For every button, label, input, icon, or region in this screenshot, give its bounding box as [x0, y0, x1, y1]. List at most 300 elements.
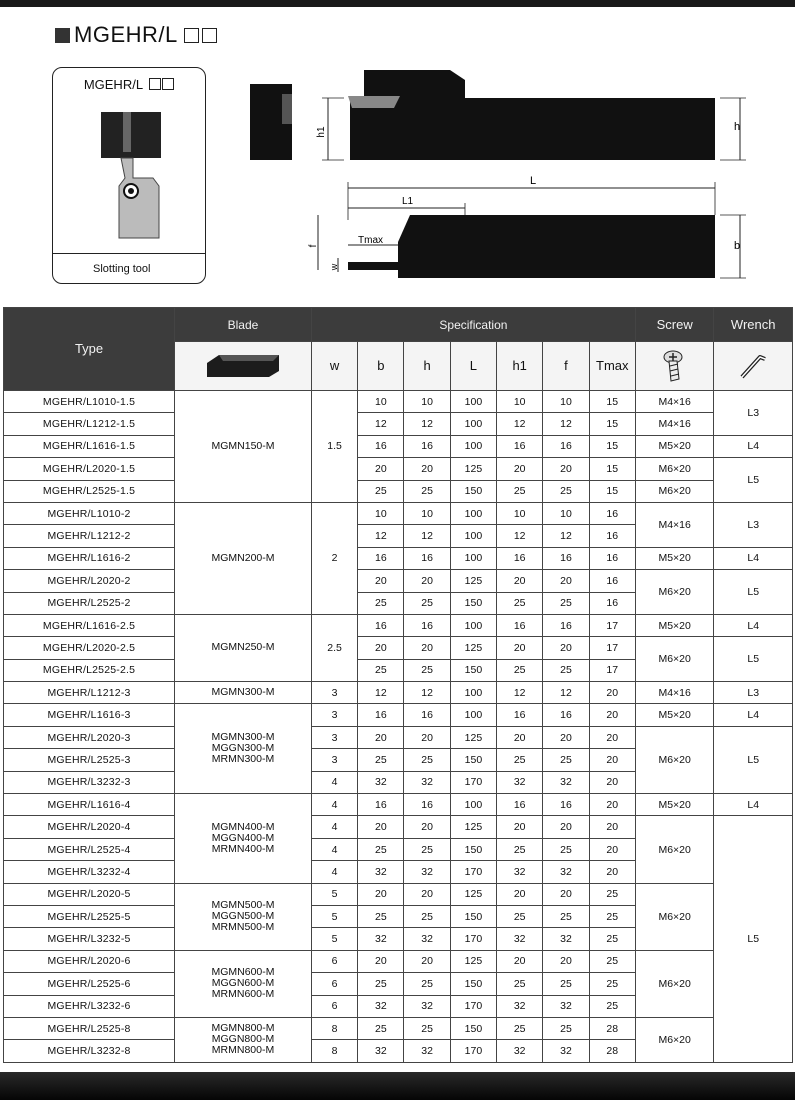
- h-cell: 12: [404, 525, 450, 547]
- L-cell: 100: [450, 502, 496, 524]
- tmax-cell: 17: [589, 659, 635, 681]
- L-cell: 100: [450, 682, 496, 704]
- b-cell: 16: [358, 547, 404, 569]
- tmax-cell: 20: [589, 704, 635, 726]
- dim-L-label: L: [530, 175, 537, 187]
- b-cell: 16: [358, 704, 404, 726]
- L-cell: 150: [450, 659, 496, 681]
- tmax-cell: 28: [589, 1017, 635, 1039]
- screw-cell: M4×16: [635, 391, 713, 413]
- b-cell: 20: [358, 726, 404, 748]
- screw-image-cell: [635, 342, 713, 391]
- b-cell: 32: [358, 995, 404, 1017]
- f-cell: 25: [543, 592, 589, 614]
- w-cell: 6: [311, 950, 357, 972]
- screw-cell: M6×20: [635, 883, 713, 950]
- L-cell: 170: [450, 1040, 496, 1062]
- w-cell: 6: [311, 995, 357, 1017]
- h-cell: 25: [404, 905, 450, 927]
- L-cell: 150: [450, 480, 496, 502]
- L-cell: 150: [450, 1017, 496, 1039]
- tmax-cell: 20: [589, 794, 635, 816]
- table-row: [4, 637, 793, 659]
- b-cell: 12: [358, 525, 404, 547]
- w-cell: 4: [311, 771, 357, 793]
- f-cell: 32: [543, 771, 589, 793]
- type-cell: MGEHR/L2525-4: [4, 838, 175, 860]
- header-specification: Specification: [311, 308, 635, 342]
- header-wrench: Wrench: [714, 308, 793, 342]
- tmax-cell: 25: [589, 973, 635, 995]
- table-row: [4, 1017, 793, 1039]
- blade-cell: MGMN250-M: [175, 614, 312, 681]
- w-cell: 4: [311, 861, 357, 883]
- f-cell: 32: [543, 861, 589, 883]
- wrench-cell: L4: [714, 704, 793, 726]
- h1-cell: 20: [497, 458, 543, 480]
- h1-cell: 10: [497, 502, 543, 524]
- L-cell: 150: [450, 749, 496, 771]
- wrench-cell: L5: [714, 570, 793, 615]
- f-cell: 20: [543, 570, 589, 592]
- h-cell: 25: [404, 659, 450, 681]
- table-row: [4, 458, 793, 480]
- f-cell: 20: [543, 950, 589, 972]
- h-cell: 16: [404, 704, 450, 726]
- h1-cell: 25: [497, 905, 543, 927]
- b-cell: 25: [358, 1017, 404, 1039]
- table-row: [4, 502, 793, 524]
- L-cell: 125: [450, 816, 496, 838]
- h-cell: 20: [404, 950, 450, 972]
- tmax-cell: 15: [589, 458, 635, 480]
- table-row: [4, 413, 793, 435]
- tmax-cell: 25: [589, 950, 635, 972]
- h1-cell: 16: [497, 614, 543, 636]
- tmax-cell: 16: [589, 592, 635, 614]
- tmax-cell: 15: [589, 391, 635, 413]
- b-cell: 20: [358, 816, 404, 838]
- tmax-cell: 15: [589, 413, 635, 435]
- screw-cell: M4×16: [635, 502, 713, 547]
- b-cell: 16: [358, 614, 404, 636]
- b-cell: 25: [358, 905, 404, 927]
- L-cell: 100: [450, 413, 496, 435]
- f-cell: 20: [543, 458, 589, 480]
- h-cell: 20: [404, 458, 450, 480]
- h-cell: 10: [404, 502, 450, 524]
- type-cell: MGEHR/L1212-3: [4, 682, 175, 704]
- h1-cell: 16: [497, 435, 543, 457]
- wrench-cell: L4: [714, 794, 793, 816]
- tmax-cell: 25: [589, 995, 635, 1017]
- L-cell: 100: [450, 794, 496, 816]
- f-cell: 16: [543, 794, 589, 816]
- f-cell: 32: [543, 1040, 589, 1062]
- type-cell: MGEHR/L2020-1.5: [4, 458, 175, 480]
- f-cell: 20: [543, 726, 589, 748]
- h1-cell: 32: [497, 1040, 543, 1062]
- h1-cell: 25: [497, 973, 543, 995]
- L-cell: 100: [450, 391, 496, 413]
- blade-cell: MGMN300-M MGGN300-M MRMN300-M: [175, 704, 312, 794]
- L-cell: 100: [450, 547, 496, 569]
- f-cell: 16: [543, 547, 589, 569]
- h-cell: 16: [404, 794, 450, 816]
- L-cell: 150: [450, 905, 496, 927]
- type-cell: MGEHR/L2525-5: [4, 905, 175, 927]
- header-type: Type: [4, 308, 175, 391]
- table-row: [4, 816, 793, 838]
- f-cell: 20: [543, 637, 589, 659]
- header-h1: h1: [497, 342, 543, 391]
- b-cell: 25: [358, 592, 404, 614]
- blade-cell: MGMN400-M MGGN400-M MRMN400-M: [175, 794, 312, 884]
- tmax-cell: 20: [589, 682, 635, 704]
- h-cell: 32: [404, 861, 450, 883]
- tmax-cell: 28: [589, 1040, 635, 1062]
- type-cell: MGEHR/L3232-4: [4, 861, 175, 883]
- f-cell: 12: [543, 525, 589, 547]
- L-cell: 170: [450, 861, 496, 883]
- h1-cell: 32: [497, 771, 543, 793]
- blade-cell: MGMN500-M MGGN500-M MRMN500-M: [175, 883, 312, 950]
- b-cell: 25: [358, 480, 404, 502]
- h1-cell: 16: [497, 547, 543, 569]
- h-cell: 32: [404, 771, 450, 793]
- tmax-cell: 20: [589, 726, 635, 748]
- h1-cell: 12: [497, 525, 543, 547]
- top-band: [0, 0, 795, 7]
- bottom-band: [0, 1072, 795, 1100]
- w-cell: 4: [311, 794, 357, 816]
- inset-title: [53, 77, 205, 92]
- f-cell: 25: [543, 749, 589, 771]
- type-cell: MGEHR/L2020-2.5: [4, 637, 175, 659]
- b-cell: 12: [358, 682, 404, 704]
- blade-image-cell: [175, 342, 312, 391]
- type-cell: MGEHR/L2525-8: [4, 1017, 175, 1039]
- placeholder-box-icon: [162, 78, 174, 90]
- b-cell: 16: [358, 435, 404, 457]
- wrench-cell: L3: [714, 391, 793, 436]
- f-cell: 25: [543, 659, 589, 681]
- inset-title-text: MGEHR/L: [83, 77, 143, 92]
- dim-h-label: h: [734, 121, 741, 133]
- L-cell: 150: [450, 973, 496, 995]
- screw-cell: M4×16: [635, 413, 713, 435]
- specification-table: [3, 307, 793, 1063]
- tmax-cell: 17: [589, 637, 635, 659]
- L-cell: 100: [450, 435, 496, 457]
- h-cell: 20: [404, 883, 450, 905]
- f-cell: 32: [543, 928, 589, 950]
- wrench-cell: L4: [714, 435, 793, 457]
- h1-cell: 32: [497, 928, 543, 950]
- table-row: [4, 883, 793, 905]
- header-tmax: Tmax: [589, 342, 635, 391]
- w-cell: 3: [311, 704, 357, 726]
- tool-inset-card: [52, 67, 206, 284]
- h1-cell: 20: [497, 570, 543, 592]
- tmax-cell: 16: [589, 547, 635, 569]
- table-row: [4, 704, 793, 726]
- h1-cell: 25: [497, 838, 543, 860]
- square-bullet-icon: [55, 28, 70, 43]
- b-cell: 12: [358, 413, 404, 435]
- h-cell: 16: [404, 614, 450, 636]
- h1-cell: 20: [497, 637, 543, 659]
- b-cell: 32: [358, 928, 404, 950]
- w-cell: 4: [311, 816, 357, 838]
- table-row: [4, 794, 793, 816]
- wrench-cell: L3: [714, 502, 793, 547]
- blade-cell: MGMN800-M MGGN800-M MRMN800-M: [175, 1017, 312, 1062]
- w-cell: 4: [311, 838, 357, 860]
- h-cell: 25: [404, 749, 450, 771]
- f-cell: 32: [543, 995, 589, 1017]
- placeholder-box-icon: [184, 28, 199, 43]
- dim-f-label: f: [308, 244, 319, 248]
- h-cell: 32: [404, 995, 450, 1017]
- blade-cell: MGMN150-M: [175, 391, 312, 503]
- tmax-cell: 16: [589, 525, 635, 547]
- type-cell: MGEHR/L1010-2: [4, 502, 175, 524]
- h-cell: 20: [404, 637, 450, 659]
- screw-cell: M6×20: [635, 726, 713, 793]
- type-cell: MGEHR/L1616-3: [4, 704, 175, 726]
- b-cell: 20: [358, 637, 404, 659]
- table-row: [4, 682, 793, 704]
- b-cell: 25: [358, 659, 404, 681]
- L-cell: 125: [450, 726, 496, 748]
- f-cell: 20: [543, 883, 589, 905]
- tmax-cell: 25: [589, 928, 635, 950]
- screw-cell: M5×20: [635, 614, 713, 636]
- screw-cell: M6×20: [635, 480, 713, 502]
- tmax-cell: 20: [589, 838, 635, 860]
- tmax-cell: 20: [589, 749, 635, 771]
- type-cell: MGEHR/L1616-1.5: [4, 435, 175, 457]
- L-cell: 100: [450, 525, 496, 547]
- blade-insert-icon: [203, 351, 283, 381]
- h1-cell: 20: [497, 726, 543, 748]
- type-cell: MGEHR/L2525-2: [4, 592, 175, 614]
- f-cell: 25: [543, 1017, 589, 1039]
- type-cell: MGEHR/L2020-4: [4, 816, 175, 838]
- type-cell: MGEHR/L2525-6: [4, 973, 175, 995]
- type-cell: MGEHR/L3232-5: [4, 928, 175, 950]
- header-w: w: [311, 342, 357, 391]
- h-cell: 25: [404, 838, 450, 860]
- f-cell: 16: [543, 614, 589, 636]
- type-cell: MGEHR/L3232-6: [4, 995, 175, 1017]
- tmax-cell: 20: [589, 816, 635, 838]
- tmax-cell: 16: [589, 502, 635, 524]
- f-cell: 16: [543, 435, 589, 457]
- type-cell: MGEHR/L1212-2: [4, 525, 175, 547]
- dim-h1-label: h1: [316, 126, 327, 138]
- table-row: [4, 614, 793, 636]
- w-cell: 5: [311, 928, 357, 950]
- header-h: h: [404, 342, 450, 391]
- h-cell: 25: [404, 973, 450, 995]
- h-cell: 20: [404, 816, 450, 838]
- h1-cell: 10: [497, 391, 543, 413]
- screw-cell: M6×20: [635, 1017, 713, 1062]
- h1-cell: 25: [497, 480, 543, 502]
- b-cell: 25: [358, 838, 404, 860]
- b-cell: 20: [358, 950, 404, 972]
- b-cell: 32: [358, 1040, 404, 1062]
- wrench-cell: L4: [714, 614, 793, 636]
- screw-cell: M4×16: [635, 682, 713, 704]
- table-row: [4, 726, 793, 748]
- dim-L1-label: L1: [402, 196, 414, 207]
- type-cell: MGEHR/L2020-5: [4, 883, 175, 905]
- L-cell: 125: [450, 950, 496, 972]
- w-cell: 3: [311, 682, 357, 704]
- L-cell: 125: [450, 637, 496, 659]
- type-cell: MGEHR/L2525-1.5: [4, 480, 175, 502]
- h1-cell: 25: [497, 1017, 543, 1039]
- h1-cell: 12: [497, 413, 543, 435]
- h-cell: 10: [404, 391, 450, 413]
- h1-cell: 20: [497, 883, 543, 905]
- h1-cell: 32: [497, 995, 543, 1017]
- header-screw: Screw: [635, 308, 713, 342]
- h-cell: 12: [404, 682, 450, 704]
- wrench-cell: L5: [714, 816, 793, 1062]
- L-cell: 150: [450, 838, 496, 860]
- h1-cell: 20: [497, 950, 543, 972]
- type-cell: MGEHR/L2020-2: [4, 570, 175, 592]
- screw-cell: M6×20: [635, 570, 713, 615]
- header-b: b: [358, 342, 404, 391]
- blade-cell: MGMN200-M: [175, 502, 312, 614]
- blade-cell: MGMN300-M: [175, 682, 312, 704]
- w-cell: 2.5: [311, 614, 357, 681]
- h-cell: 20: [404, 570, 450, 592]
- L-cell: 170: [450, 928, 496, 950]
- inset-caption: Slotting tool: [53, 253, 205, 283]
- h-cell: 32: [404, 928, 450, 950]
- f-cell: 25: [543, 973, 589, 995]
- holder-side-view: [350, 98, 715, 160]
- L-cell: 125: [450, 458, 496, 480]
- h-cell: 25: [404, 480, 450, 502]
- table-row: [4, 435, 793, 457]
- L-cell: 170: [450, 771, 496, 793]
- tmax-cell: 17: [589, 614, 635, 636]
- h1-cell: 32: [497, 861, 543, 883]
- type-cell: MGEHR/L3232-3: [4, 771, 175, 793]
- screw-icon: [660, 349, 690, 383]
- page-title: [55, 22, 217, 48]
- b-cell: 20: [358, 458, 404, 480]
- blade-cell: MGMN600-M MGGN600-M MRMN600-M: [175, 950, 312, 1017]
- h-cell: 20: [404, 726, 450, 748]
- table-row: [4, 391, 793, 413]
- placeholder-box-icon: [202, 28, 217, 43]
- hex-key-icon: [736, 349, 770, 383]
- h-cell: 16: [404, 435, 450, 457]
- tmax-cell: 16: [589, 570, 635, 592]
- tmax-cell: 25: [589, 883, 635, 905]
- b-cell: 32: [358, 771, 404, 793]
- screw-cell: M6×20: [635, 950, 713, 1017]
- type-cell: MGEHR/L1616-2.5: [4, 614, 175, 636]
- b-cell: 10: [358, 391, 404, 413]
- L-cell: 150: [450, 592, 496, 614]
- wrench-image-cell: [714, 342, 793, 391]
- screw-cell: M5×20: [635, 794, 713, 816]
- table-row: [4, 480, 793, 502]
- b-cell: 25: [358, 973, 404, 995]
- dim-w-label: w: [329, 263, 339, 271]
- type-cell: MGEHR/L2020-3: [4, 726, 175, 748]
- f-cell: 10: [543, 502, 589, 524]
- f-cell: 12: [543, 682, 589, 704]
- tmax-cell: 15: [589, 480, 635, 502]
- wrench-cell: L4: [714, 547, 793, 569]
- type-cell: MGEHR/L2020-6: [4, 950, 175, 972]
- dim-b-label: b: [734, 240, 741, 252]
- h1-cell: 25: [497, 659, 543, 681]
- b-cell: 32: [358, 861, 404, 883]
- w-cell: 3: [311, 749, 357, 771]
- table-row: [4, 570, 793, 592]
- h1-cell: 16: [497, 794, 543, 816]
- f-cell: 10: [543, 391, 589, 413]
- slotting-tool-illustration: [93, 108, 173, 243]
- w-cell: 3: [311, 726, 357, 748]
- b-cell: 10: [358, 502, 404, 524]
- L-cell: 100: [450, 704, 496, 726]
- dimension-drawing: [240, 60, 760, 295]
- f-cell: 16: [543, 704, 589, 726]
- h1-cell: 16: [497, 704, 543, 726]
- header-blade: Blade: [175, 308, 312, 342]
- wrench-cell: L5: [714, 458, 793, 503]
- screw-cell: M5×20: [635, 547, 713, 569]
- type-cell: MGEHR/L3232-8: [4, 1040, 175, 1062]
- placeholder-box-icon: [149, 78, 161, 90]
- h-cell: 25: [404, 592, 450, 614]
- table-row: [4, 950, 793, 972]
- screw-cell: M6×20: [635, 816, 713, 883]
- L-cell: 100: [450, 614, 496, 636]
- h-cell: 16: [404, 547, 450, 569]
- h1-cell: 20: [497, 816, 543, 838]
- type-cell: MGEHR/L1616-4: [4, 794, 175, 816]
- w-cell: 2: [311, 502, 357, 614]
- type-cell: MGEHR/L1616-2: [4, 547, 175, 569]
- w-cell: 8: [311, 1040, 357, 1062]
- page-title-text: MGEHR/L: [74, 22, 178, 47]
- h-cell: 32: [404, 1040, 450, 1062]
- type-cell: MGEHR/L2525-2.5: [4, 659, 175, 681]
- f-cell: 20: [543, 816, 589, 838]
- dim-Tmax-label: Tmax: [358, 235, 383, 246]
- b-cell: 25: [358, 749, 404, 771]
- L-cell: 170: [450, 995, 496, 1017]
- wrench-cell: L5: [714, 637, 793, 682]
- f-cell: 25: [543, 480, 589, 502]
- screw-cell: M6×20: [635, 458, 713, 480]
- tmax-cell: 15: [589, 435, 635, 457]
- L-cell: 125: [450, 883, 496, 905]
